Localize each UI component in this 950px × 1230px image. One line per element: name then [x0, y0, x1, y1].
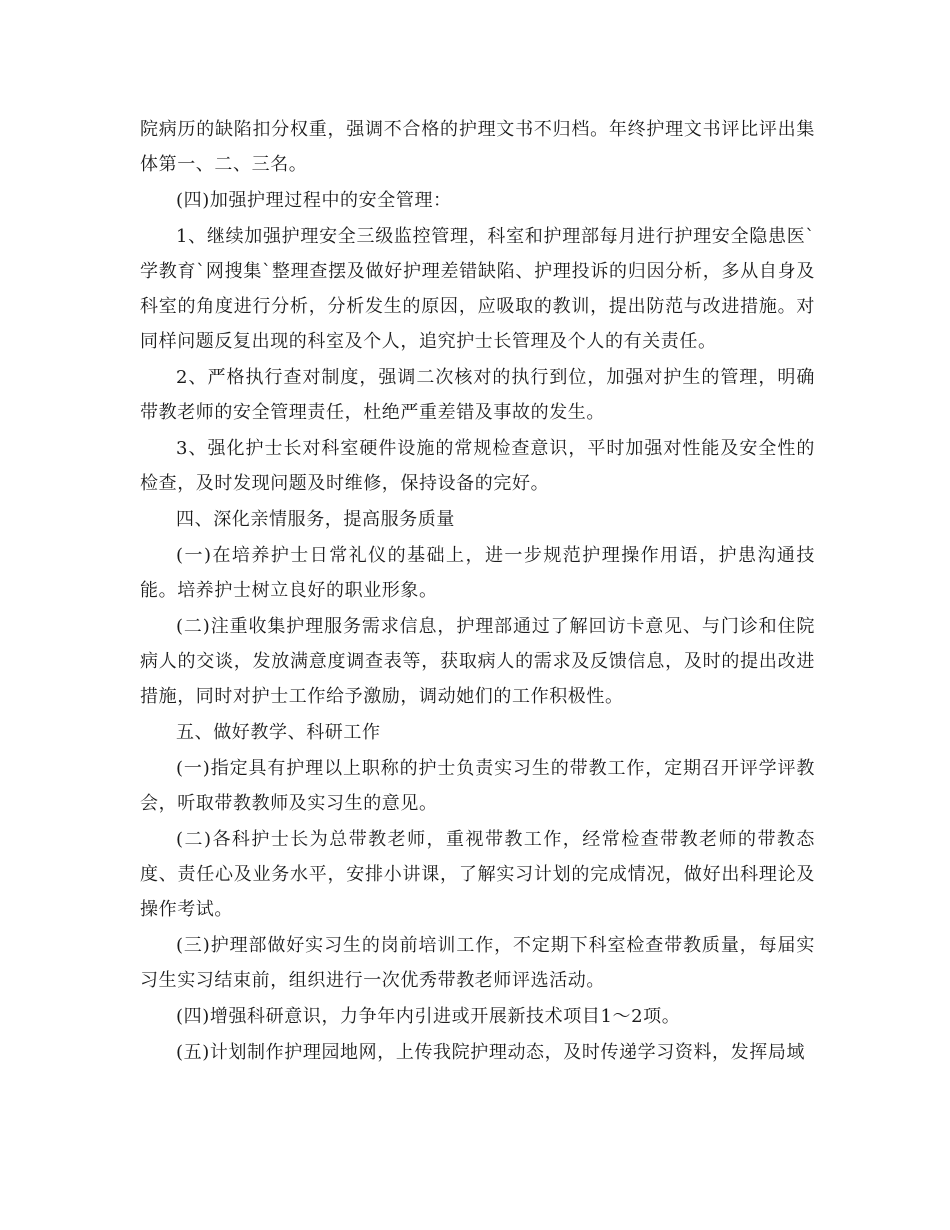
paragraph-11: (二)各科护士长为总带教老师，重视带教工作，经常检查带教老师的带教态度、责任心及业务水平，安排小讲课，了解实习计划的完成情况，做好出科理论及操作考试。 — [140, 829, 815, 920]
paragraph-13: (四)增强科研意识，力争年内引进或开展新技术项目1～2项。 — [176, 1006, 681, 1027]
paragraph-3: 1、继续加强护理安全三级监控管理，科室和护理部每月进行护理安全隐患医`学教育`网搜集`整理查摆及做好护理差错缺陷、护理投诉的归因分析，多从自身及科室的角度进行分析，分析发生的原因，应吸取的教训，提出防范与改进措施。对同样问题反复出现的科室及个人，追究护士长管理及个人的有关责任。 — [140, 226, 815, 352]
paragraph-10: (一)指定具有护理以上职称的护士负责实习生的带教工作，定期召开评学评教会，听取带教教师及实习生的意见。 — [140, 758, 815, 814]
section-heading-5: 五、做好教学、科研工作 — [176, 722, 381, 743]
paragraph-5: 3、强化护士长对科室硬件设施的常规检查意识，平时加强对性能及安全性的检查，及时发现问题及时维修，保持设备的完好。 — [140, 438, 815, 494]
paragraph-8: (二)注重收集护理服务需求信息，护理部通过了解回访卡意见、与门诊和住院病人的交谈，发放满意度调查表等，获取病人的需求及反馈信息，及时的提出改进措施，同时对护士工作给予激励，调动她们的工作积极性。 — [140, 616, 815, 707]
paragraph-14: (五)计划制作护理园地网，上传我院护理动态，及时传递学习资料，发挥局域 — [176, 1042, 806, 1063]
paragraph-1: 院病历的缺陷扣分权重，强调不合格的护理文书不归档。年终护理文书评比评出集体第一、二、三名。 — [140, 119, 815, 175]
document-page — [140, 112, 815, 1071]
paragraph-12: (三)护理部做好实习生的岗前培训工作，不定期下科室检查带教质量，每届实习生实习结束前，组织进行一次优秀带教老师评选活动。 — [140, 935, 815, 991]
section-heading-4: 四、深化亲情服务，提高服务质量 — [176, 509, 455, 530]
paragraph-7: (一)在培养护士日常礼仪的基础上，进一步规范护理操作用语，护患沟通技能。培养护士树立良好的职业形象。 — [140, 545, 815, 601]
paragraph-2: (四)加强护理过程中的安全管理： — [176, 190, 452, 211]
paragraph-4: 2、严格执行查对制度，强调二次核对的执行到位，加强对护生的管理，明确带教老师的安全管理责任，杜绝严重差错及事故的发生。 — [140, 367, 815, 423]
